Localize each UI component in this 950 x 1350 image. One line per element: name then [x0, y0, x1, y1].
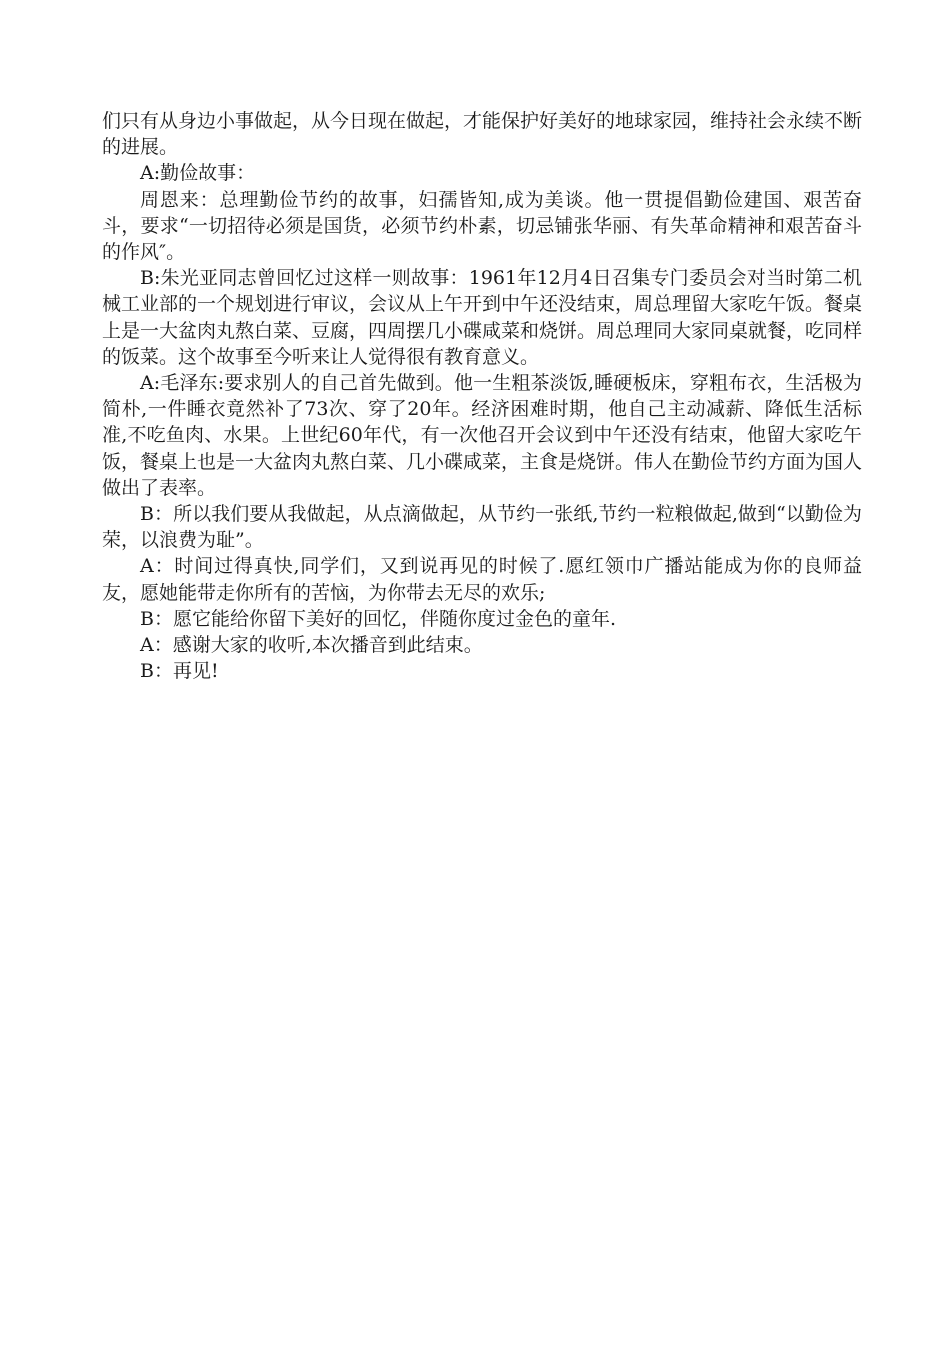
paragraph-heading-frugality-stories: A:勤俭故事： [140, 162, 256, 185]
paragraph-continuation: 们只有从身边小事做起，从今日现在做起，才能保护好美好的地球家园，维持社会永续不断的进展。 [102, 110, 863, 159]
paragraph-zhou-enlai: 周恩来：总理勤俭节约的故事，妇孺皆知,成为美谈。他一贯提倡勤俭建国、艰苦奋斗，要求“一切招待必须是国货，必须节约朴素，切忌铺张华丽、有失革命精神和艰苦奋斗的作风″。 [102, 188, 862, 264]
paragraph-zhu-guangya-story: B:朱光亚同志曾回忆过这样一则故事：1961年12月4日召集专门委员会对当时第二机械工业部的一个规划进行审议，会议从上午开到中午还没结束，周总理留大家吃午饭。餐桌上是一大盆肉丸熬白菜、豆腐，四周摆几小碟咸菜和烧饼。周总理同大家同桌就餐，吃同样的饭菜。这个故事至今听来让人觉得很有教育意义。 [102, 267, 863, 368]
paragraph-start-from-me: B：所以我们要从我做起，从点滴做起，从节约一张纸,节约一粒粮做起,做到“以勤俭为荣，以浪费为耻”。 [102, 503, 862, 552]
document-body [102, 108, 862, 684]
paragraph-good-memories: B：愿它能给你留下美好的回忆，伴随你度过金色的童年. [140, 607, 617, 630]
paragraph-thanks: A：感谢大家的收听,本次播音到此结束。 [140, 634, 483, 657]
paragraph-mao-zedong: A:毛泽东:要求别人的自己首先做到。他一生粗茶淡饭,睡硬板床，穿粗布衣，生活极为简朴,一件睡衣竟然补了73次、穿了20年。经济困难时期，他自己主动减薪、降低生活标准,不吃鱼肉、水果。上世纪60年代，有一次他召开会议到中午还没有结束，他留大家吃午饭，餐桌上也是一大盆肉丸熬白菜、几小碟咸菜，主食是烧饼。伟人在勤俭节约方面为国人做出了表率。 [102, 372, 863, 499]
paragraph-goodbye: B：再见! [140, 660, 219, 683]
paragraph-time-flies: A：时间过得真快,同学们，又到说再见的时候了.愿红领巾广播站能成为你的良师益友，愿她能带走你所有的苦恼，为你带去无尽的欢乐; [102, 555, 862, 604]
